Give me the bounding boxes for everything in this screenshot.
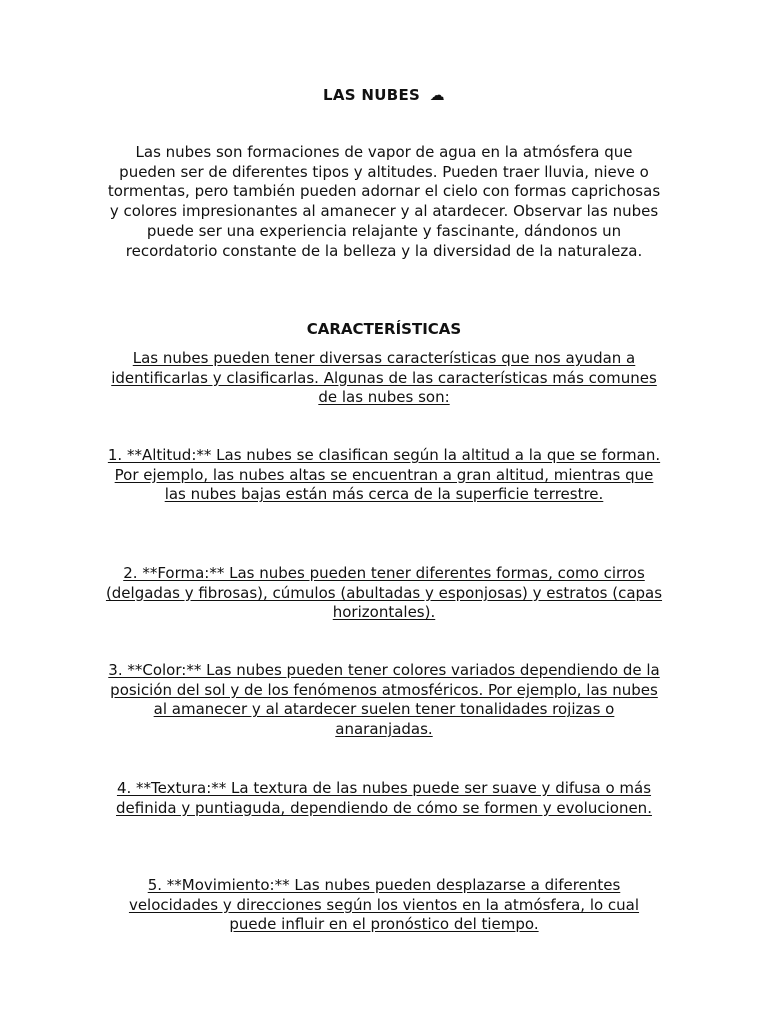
list-item-color: 3. **Color:** Las nubes pueden tener colores variados dependiendo de la posición del sol y de los fenómenos atmosféricos. Por ejemplo, las nubes al amanecer y al atardecer suelen tener tonalidades rojizas o anaranjadas. (108, 661, 660, 739)
page-title (0, 85, 768, 105)
list-item-forma: 2. **Forma:** Las nubes pueden tener diferentes formas, como cirros (delgadas y fibrosas), cúmulos (abultadas y esponjosas) y estratos (capas horizontales). (105, 564, 663, 622)
list-item-textura: 4. **Textura:** La textura de las nubes puede ser suave y difusa o más definida y puntiaguda, dependiendo de cómo se formen y evolucionen. (116, 779, 652, 817)
intro-paragraph: Las nubes son formaciones de vapor de agua en la atmósfera que pueden ser de diferentes tipos y altitudes. Pueden traer lluvia, nieve o tormentas, pero también pueden adornar el cielo con formas caprichosas y colores impresionantes al amanecer y al atardecer. Observar las nubes puede ser una experiencia relajante y fascinante, dándonos un recordatorio constante de la belleza y la diversidad de la naturaleza. (107, 143, 661, 260)
list-item-altitud: 1. **Altitud:** Las nubes se clasifican según la altitud a la que se forman. Por ejemplo, las nubes altas se encuentran a gran altitud, mientras que las nubes bajas están más cerca de la superficie terrestre. (107, 446, 661, 504)
section-intro-paragraph: Las nubes pueden tener diversas características que nos ayudan a identificarlas y clasificarlas. Algunas de las características más comunes de las nubes son: (111, 349, 657, 407)
list-item-movimiento: 5. **Movimiento:** Las nubes pueden desplazarse a diferentes velocidades y direcciones según los vientos en la atmósfera, lo cual puede influir en el pronóstico del tiempo. (128, 876, 640, 934)
section-heading: CARACTERÍSTICAS (306, 320, 462, 338)
cloud-icon: ☁ (429, 86, 445, 104)
title-text: LAS NUBES (323, 86, 421, 104)
